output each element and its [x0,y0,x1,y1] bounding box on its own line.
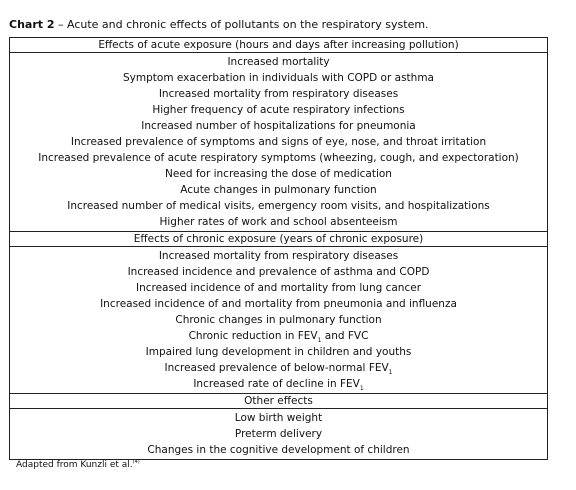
effect-text: Need for increasing the dose of medication [165,168,392,180]
section-body [10,53,547,231]
section-body [10,409,547,459]
effect-text: Increased number of hospitalizations for pneumonia [141,120,416,132]
effect-row [10,410,547,426]
effect-row [10,102,547,118]
effect-text: Increased prevalence of symptoms and signs of eye, nose, and throat irritation [70,136,487,148]
effect-text: Higher rates of work and school absenteeism [159,216,398,228]
chart-title-label: Chart 2 [9,18,55,31]
effect-text: Chronic reduction in FEV [188,330,318,342]
effect-text: Changes in the cognitive development of children [147,444,410,456]
effect-text: Chronic changes in pulmonary function [175,314,382,326]
effect-row [10,296,547,312]
effect-row [10,376,547,392]
effect-subscript: 1 [317,337,322,345]
section-header: Effects of acute exposure (hours and days after increasing pollution) [10,38,547,53]
effect-row [10,54,547,70]
source-footnote-ref: (4) [132,459,140,465]
chart-title-text: Acute and chronic effects of pollutants on the respiratory system. [67,18,429,31]
effect-row [10,328,547,344]
effect-text: Increased prevalence of acute respiratory symptoms (wheezing, cough, and expectoration) [38,152,519,164]
effect-text: Low birth weight [234,412,323,424]
effect-row [10,426,547,442]
effect-text: Increased mortality from respiratory diseases [158,88,399,100]
source-footnote [16,456,140,471]
effect-text: Increased rate of decline in FEV [193,378,360,390]
effects-table [9,37,548,460]
effect-row [10,198,547,214]
section-body [10,247,547,393]
effect-row [10,280,547,296]
effect-text: Preterm delivery [234,428,323,440]
effect-text: Increased mortality [227,56,330,68]
effect-subscript: 1 [388,369,393,377]
effect-row [10,150,547,166]
effect-row [10,182,547,198]
effect-text: Higher frequency of acute respiratory infections [152,104,405,116]
effect-text: Increased incidence of and mortality from pneumonia and influenza [100,298,457,310]
effect-text: Increased prevalence of below-normal FEV [164,362,389,374]
effect-text: Increased number of medical visits, emergency room visits, and hospitalizations [67,200,490,212]
effect-row [10,344,547,360]
source-footnote-text: Adapted from Kunzli et al. [16,460,133,470]
section-header: Effects of chronic exposure (years of chronic exposure) [10,231,547,247]
effect-row [10,214,547,230]
effect-text: Increased incidence of and mortality from lung cancer [135,282,422,294]
chart-title-separator: – [54,18,67,31]
effect-row [10,166,547,182]
effect-text: Symptom exacerbation in individuals with COPD or asthma [123,72,434,84]
effect-text: Increased mortality from respiratory diseases [158,250,399,262]
effect-text: Increased incidence and prevalence of asthma and COPD [127,266,430,278]
effect-row [10,360,547,376]
effect-text: Acute changes in pulmonary function [180,184,377,196]
effect-row [10,118,547,134]
section-header: Other effects [10,393,547,409]
effect-row [10,134,547,150]
effect-row [10,312,547,328]
effect-row [10,86,547,102]
effect-row [10,248,547,264]
chart-title [9,18,429,32]
effect-row [10,70,547,86]
effect-text-suffix: and FVC [321,330,369,342]
effect-row [10,264,547,280]
effect-subscript: 1 [359,385,364,393]
effect-text: Impaired lung development in children and youths [145,346,412,358]
